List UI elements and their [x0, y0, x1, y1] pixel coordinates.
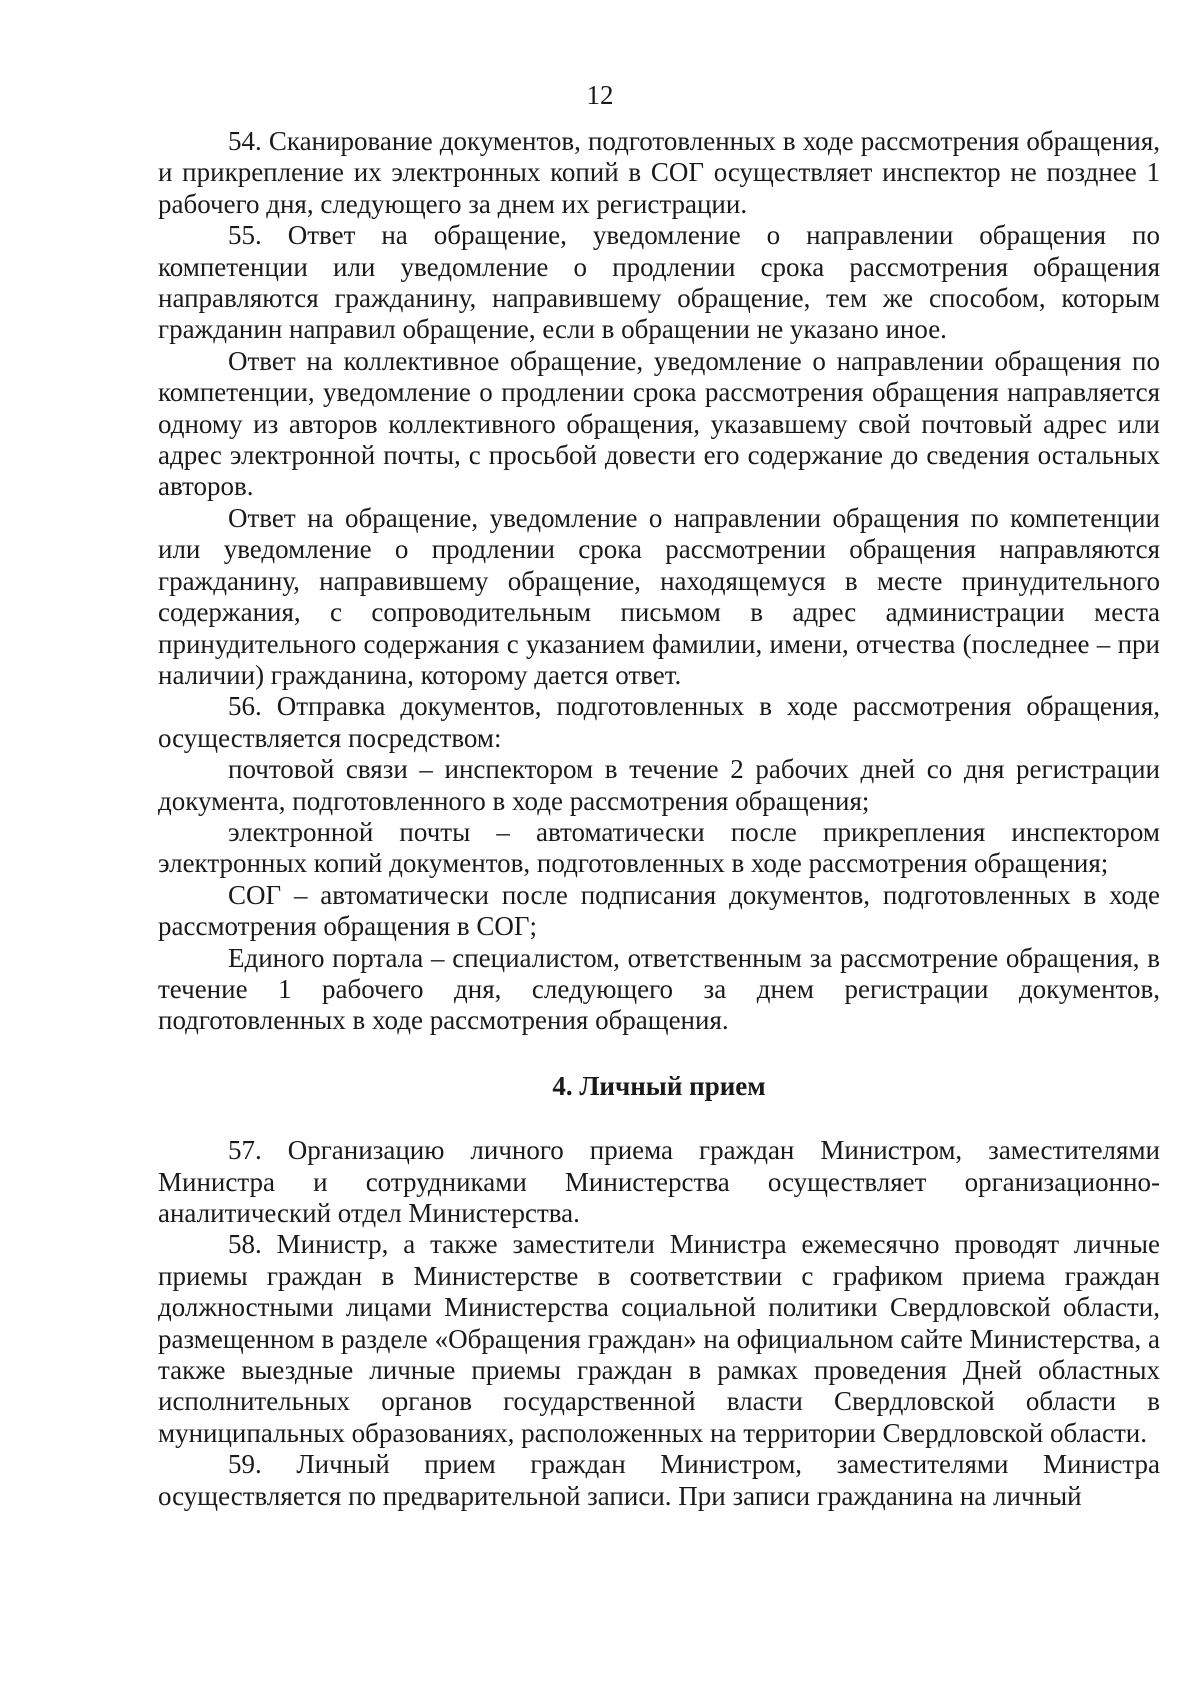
- paragraph-unified-portal: Единого портала – специалистом, ответственным за рассмотрение обращения, в течение 1 рабочего дня, следующего за днем регистрации документов, подготовленных в ходе рассмотрения обращения.: [158, 942, 1160, 1036]
- paragraph-56: 56. Отправка документов, подготовленных в ходе рассмотрения обращения, осуществляется посредством:: [158, 691, 1160, 753]
- section-heading: 4. Личный прием: [552, 1070, 766, 1101]
- paragraph-postal-mail: почтовой связи – инспектором в течение 2 рабочих дней со дня регистрации документа, подготовленного в ходе рассмотрения обращения;: [158, 754, 1160, 816]
- document-body: [158, 126, 1160, 1512]
- paragraph-55: 55. Ответ на обращение, уведомление о направлении обращения по компетенции или уведомление о продлении срока рассмотрения обращения направляются гражданину, направившему обращение, тем же способом, которым гражданин направил обращение, если в обращении не указано иное.: [158, 220, 1160, 345]
- paragraph-collective-reply: Ответ на коллективное обращение, уведомление о направлении обращения по компетенции, уведомление о продлении срока рассмотрения обращения направляется одному из авторов коллективного обращения, указавшему свой почтовый адрес или адрес электронной почты, с просьбой довести его содержание до сведения остальных авторов.: [158, 345, 1160, 502]
- page-number: 12: [586, 80, 614, 110]
- paragraph-sog: СОГ – автоматически после подписания документов, подготовленных в ходе рассмотрения обращения в СОГ;: [158, 879, 1160, 942]
- paragraph-58: 58. Министр, а также заместители Министра ежемесячно проводят личные приемы граждан в Министерстве в соответствии с графиком приема граждан должностными лицами Министерства социальной политики Свердловской области, размещенном в разделе «Обращения граждан» на официальном сайте Министерства, а также выездные личные приемы граждан в рамках проведения Дней областных исполнительных органов государственной власти Свердловской области в муниципальных образованиях, расположенных на территории Свердловской области.: [158, 1229, 1160, 1448]
- paragraph-54: 54. Сканирование документов, подготовленных в ходе рассмотрения обращения, и прикрепление их электронных копий в СОГ осуществляет инспектор не позднее 1 рабочего дня, следующего за днем их регистрации.: [158, 126, 1160, 219]
- paragraph-57: 57. Организацию личного приема граждан Министром, заместителями Министра и сотрудниками Министерства осуществляет организационно-аналитический отдел Министерства.: [158, 1135, 1160, 1228]
- paragraph-forced-detention-reply: Ответ на обращение, уведомление о направлении обращения по компетенции или уведомление о продлении срока рассмотрении обращения направляются гражданину, направившему обращение, находящемуся в месте принудительного содержания, с сопроводительным письмом в адрес администрации места принудительного содержания с указанием фамилии, имени, отчества (последнее – при наличии) гражданина, которому дается ответ.: [158, 502, 1160, 690]
- paragraph-email: электронной почты – автоматически после прикрепления инспектором электронных копий документов, подготовленных в ходе рассмотрения обращения;: [158, 816, 1160, 879]
- paragraph-59: 59. Личный прием граждан Министром, заместителями Министра осуществляется по предварительной записи. При записи гражданина на личный: [158, 1449, 1160, 1511]
